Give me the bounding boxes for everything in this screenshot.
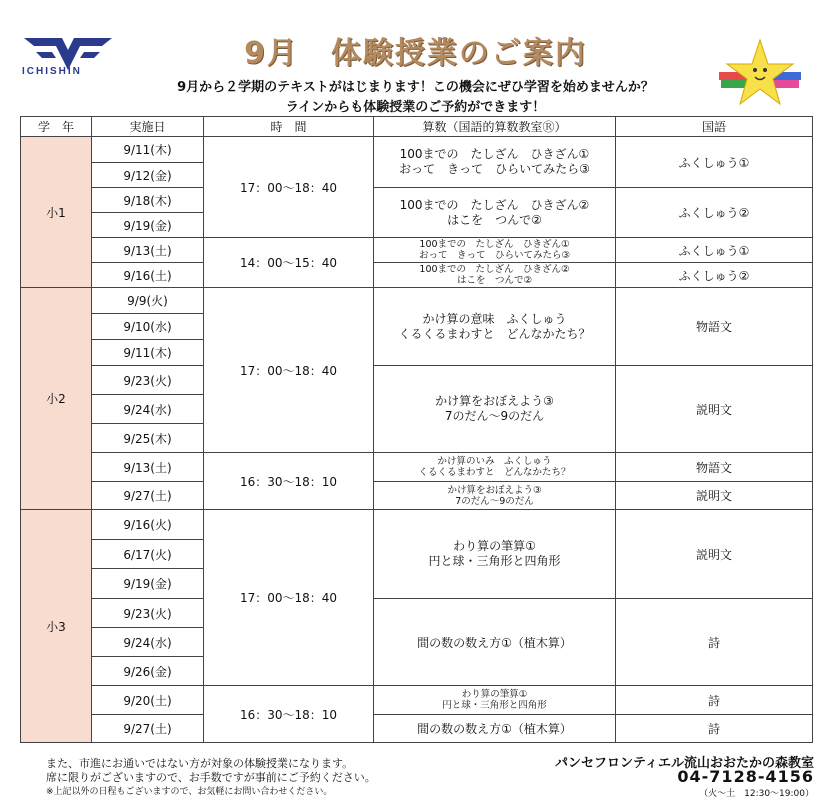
footer-note-2: 席に限りがございますので、お手数ですが事前にご予約ください。 bbox=[46, 771, 376, 784]
math-cell: 100までの たしざん ひきざん② はこを つんで② bbox=[374, 188, 616, 238]
header-grade: 学 年 bbox=[21, 117, 92, 137]
date-cell: 9/19(金) bbox=[92, 569, 204, 599]
grade-cell: 小3 bbox=[21, 510, 92, 743]
school-name: パンセフロンティエル流山おおたかの森教室 bbox=[555, 756, 814, 771]
date-cell: 9/11(木) bbox=[92, 340, 204, 366]
date-cell: 9/9(火) bbox=[92, 288, 204, 314]
time-cell: 17：00〜18：40 bbox=[204, 137, 374, 238]
date-cell: 9/23(火) bbox=[92, 366, 204, 395]
date-cell: 9/12(金) bbox=[92, 163, 204, 188]
math-cell: 間の数の数え方①（植木算） bbox=[374, 715, 616, 743]
math-cell: 100までの たしざん ひきざん② はこを つんで② bbox=[374, 263, 616, 288]
math-cell: わり算の筆算① 円と球・三角形と四角形 bbox=[374, 510, 616, 599]
schedule-table bbox=[20, 116, 813, 743]
japanese-cell: 詩 bbox=[616, 715, 813, 743]
header-time: 時 間 bbox=[204, 117, 374, 137]
time-cell: 16：30〜18：10 bbox=[204, 453, 374, 510]
date-cell: 9/11(木) bbox=[92, 137, 204, 163]
japanese-cell: 説明文 bbox=[616, 366, 813, 453]
date-cell: 9/24(水) bbox=[92, 628, 204, 657]
phone-number: 04-7128-4156 bbox=[677, 767, 814, 786]
header-date: 実施日 bbox=[92, 117, 204, 137]
math-cell: かけ算のいみ ふくしゅう くるくるまわすと どんなかたち？ bbox=[374, 453, 616, 482]
date-cell: 9/20(土) bbox=[92, 686, 204, 715]
japanese-cell: 説明文 bbox=[616, 482, 813, 510]
subtitle-1: 9月から２学期のテキストがはじまります！この機会にぜひ学習を始めませんか？ bbox=[177, 80, 654, 95]
time-cell: 17：00〜18：40 bbox=[204, 288, 374, 453]
time-cell: 16：30〜18：10 bbox=[204, 686, 374, 743]
time-cell: 14：00〜15：40 bbox=[204, 238, 374, 288]
math-cell: 100までの たしざん ひきざん① おって きって ひらいてみたら③ bbox=[374, 238, 616, 263]
math-cell: 100までの たしざん ひきざん① おって きって ひらいてみたら③ bbox=[374, 137, 616, 188]
japanese-cell: 説明文 bbox=[616, 510, 813, 599]
date-cell: 9/23(火) bbox=[92, 599, 204, 628]
date-cell: 9/24(水) bbox=[92, 395, 204, 424]
date-cell: 9/16(土) bbox=[92, 263, 204, 288]
date-cell: 9/27(土) bbox=[92, 715, 204, 743]
japanese-cell: ふくしゅう① bbox=[616, 137, 813, 188]
japanese-cell: ふくしゅう① bbox=[616, 238, 813, 263]
japanese-cell: 詩 bbox=[616, 686, 813, 715]
date-cell: 9/13(土) bbox=[92, 238, 204, 263]
math-cell: わり算の筆算① 円と球・三角形と四角形 bbox=[374, 686, 616, 715]
date-cell: 9/18(木) bbox=[92, 188, 204, 213]
date-cell: 9/10(水) bbox=[92, 314, 204, 340]
date-cell: 9/19(金) bbox=[92, 213, 204, 238]
japanese-cell: ふくしゅう② bbox=[616, 263, 813, 288]
footer-note-1: また、市進にお通いではない方が対象の体験授業になります。 bbox=[46, 757, 354, 770]
date-cell: 9/16(火) bbox=[92, 510, 204, 540]
date-cell: 9/13(土) bbox=[92, 453, 204, 482]
math-cell: かけ算の意味 ふくしゅう くるくるまわすと どんなかたち？ bbox=[374, 288, 616, 366]
logo-text: ICHISHIN bbox=[22, 66, 82, 77]
header-japanese: 国語 bbox=[616, 117, 813, 137]
grade-cell: 小1 bbox=[21, 137, 92, 288]
date-cell: 6/17(火) bbox=[92, 540, 204, 569]
star-mascot-icon bbox=[715, 38, 805, 113]
date-cell: 9/27(土) bbox=[92, 482, 204, 510]
date-cell: 9/25(木) bbox=[92, 424, 204, 453]
header-math: 算数（国語的算数教室Ⓡ） bbox=[374, 117, 616, 137]
japanese-cell: 物語文 bbox=[616, 453, 813, 482]
math-cell: 間の数の数え方①（植木算） bbox=[374, 599, 616, 686]
footer-note-3: ※上記以外の日程もございますので、お気軽にお問い合わせください。 bbox=[46, 787, 333, 797]
japanese-cell: 詩 bbox=[616, 599, 813, 686]
japanese-cell: ふくしゅう② bbox=[616, 188, 813, 238]
page-title: 9月 体験授業のご案内 bbox=[244, 36, 587, 71]
math-cell: かけ算をおぼえよう③ 7のだん〜9のだん bbox=[374, 366, 616, 453]
math-cell: かけ算をおぼえよう③ 7のだん〜9のだん bbox=[374, 482, 616, 510]
japanese-cell: 物語文 bbox=[616, 288, 813, 366]
date-cell: 9/26(金) bbox=[92, 657, 204, 686]
subtitle-2: ラインからも体験授業のご予約ができます！ bbox=[285, 100, 546, 115]
time-cell: 17：00〜18：40 bbox=[204, 510, 374, 686]
business-hours: （火〜土 12:30〜19:00） bbox=[699, 789, 814, 799]
grade-cell: 小2 bbox=[21, 288, 92, 510]
